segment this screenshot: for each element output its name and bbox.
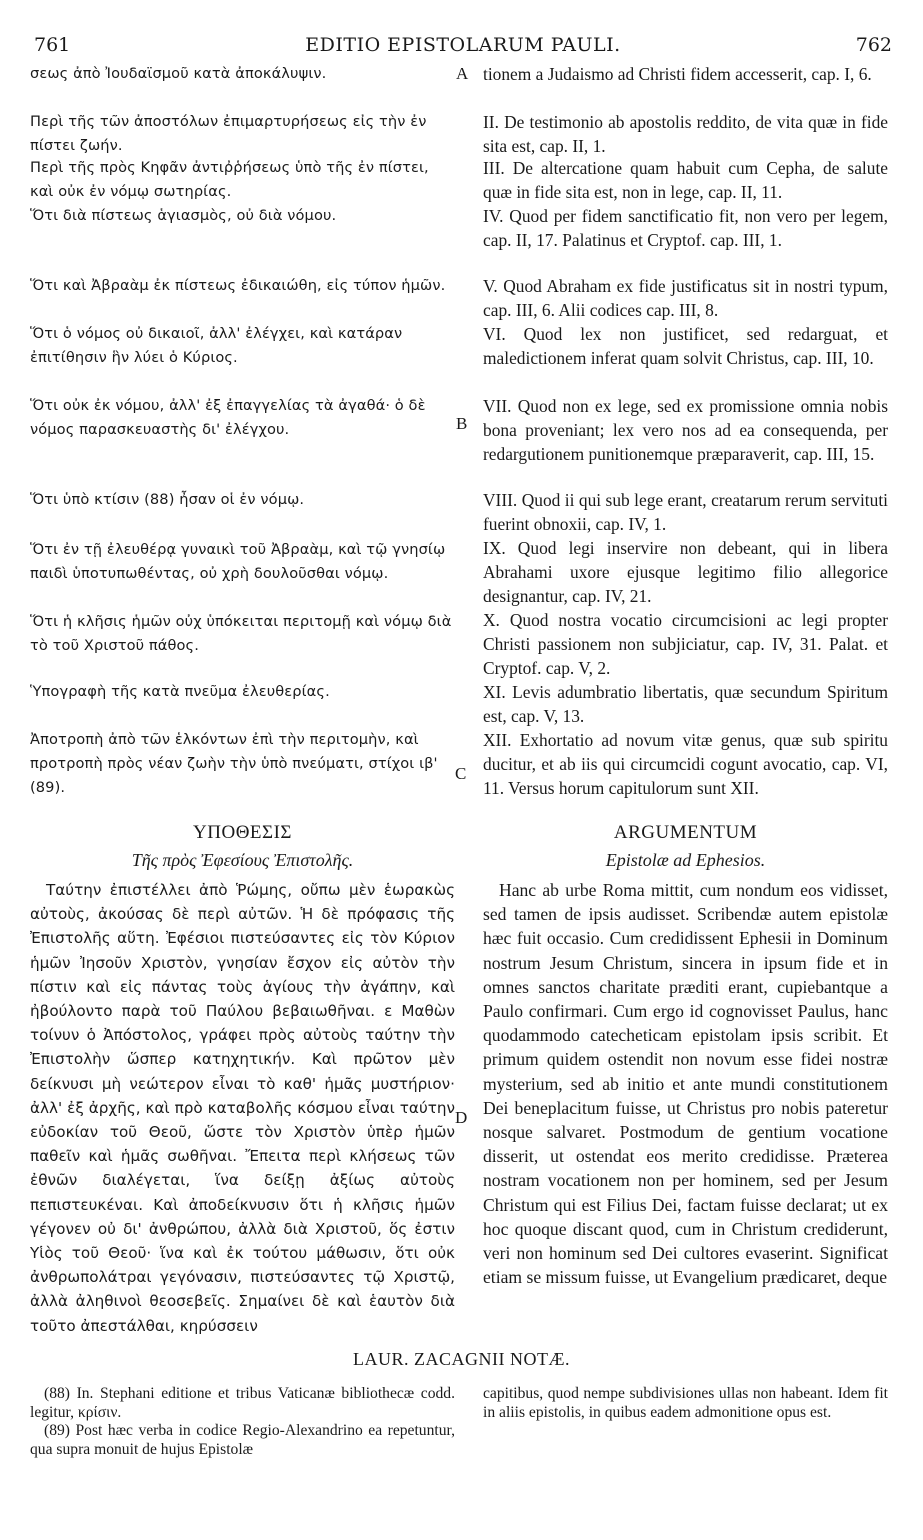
margin-marker-d: D — [455, 1108, 468, 1127]
greek-capitulum: σεως ἀπὸ Ἰουδαϊσμοῦ κατὰ ἀποκάλυψιν. — [30, 65, 327, 82]
greek-capitulum: Ὅτι ὁ νόμος οὐ δικαιοῖ, ἀλλ' ἐλέγχει, καὶ κατάραν ἐπιτίθησιν ἣν λύει ὁ Κύριος. — [30, 325, 403, 367]
greek-capitulum: Περὶ τῆς τῶν ἀποστόλων ἐπιμαρτυρήσεως εἰς τὴν ἐν πίστει ζωήν. — [30, 113, 427, 155]
latin-capitulum: X. Quod nostra vocatio circumcisioni ac legi propter Christi passionem non subjiciatur, cap. IV, 31. Palat. et Cryptof. cap. V, 2. — [483, 610, 888, 679]
greek-capitulum: Περὶ τῆς πρὸς Κηφᾶν ἀντιῤῥήσεως ὑπὸ τῆς ἐν πίστει, καὶ οὐκ ἐν νόμῳ σωτηρίας. — [30, 159, 429, 201]
note-89: (89) Post hæc verba in codice Regio-Alexandrino ea repetuntur, qua supra monuit de hujus Epistolæ — [30, 1422, 455, 1458]
page-number-left: 761 — [34, 34, 71, 56]
running-title: EDITIO EPISTOLARUM PAULI. — [305, 34, 621, 56]
latin-capitulum: XI. Levis adumbratio libertatis, quæ secundum Spiritum est, cap. V, 13. — [483, 682, 888, 727]
margin-marker-c: C — [455, 764, 467, 783]
greek-capitulum: Ὅτι ἡ κλῆσις ἡμῶν οὐχ ὑπόκειται περιτομῇ καὶ νόμῳ διὰ τὸ τοῦ Χριστοῦ πάθος. — [30, 613, 452, 655]
latin-capitulum: VIII. Quod ii qui sub lege erant, creatarum rerum servituti fuerint obnoxii, cap. IV, 1. — [483, 490, 888, 535]
notes-heading: LAUR. ZACAGNII NOTÆ. — [353, 1349, 570, 1369]
latin-capitulum: VI. Quod lex non justificet, sed redarguat, et maledictionem inferat quam solvit Christus, cap. III, 10. — [483, 324, 888, 369]
greek-capitulum: Ἀποτροπὴ ἀπὸ τῶν ἑλκόντων ἐπὶ τὴν περιτομὴν, καὶ προτροπὴ πρὸς νέαν ζωὴν τὴν ὑπὸ πνεύματι, στίχοι ιβ' (89). — [30, 731, 438, 797]
latin-capitulum: tionem a Judaismo ad Christi fidem accesserit, cap. I, 6. — [483, 64, 872, 84]
greek-capitulum: Ὅτι οὐκ ἐκ νόμου, ἀλλ' ἐξ ἐπαγγελίας τὰ ἀγαθά· ὁ δὲ νόμος παρασκευαστὴς δι' ἐλέγχου. — [30, 397, 426, 439]
margin-marker-a: A — [456, 64, 469, 83]
greek-capitulum: Ὑπογραφὴ τῆς κατὰ πνεῦμα ἐλευθερίας. — [30, 683, 330, 700]
latin-capitulum: XII. Exhortatio ad novum vitæ genus, quæ sub spiritu ducitur, et ab iis qui circumcidi cogunt avocatio, cap. VI, 11. Versus horum capitulorum sunt XII. — [483, 730, 888, 799]
greek-capitulum: Ὅτι ὑπὸ κτίσιν (88) ἦσαν οἱ ἐν νόμῳ. — [30, 491, 305, 508]
greek-argument-heading: ΥΠΟΘΕΣΙΣ — [193, 822, 292, 843]
latin-capitulum: IV. Quod per fidem sanctificatio fit, non vero per legem, cap. II, 17. Palatinus et Cryptof. cap. III, 1. — [483, 206, 888, 251]
latin-capitulum: III. De altercatione quam habuit cum Cepha, de salute quæ in fide sita est, non in lege, cap. II, 11. — [483, 158, 888, 203]
greek-argument-subheading: Τῆς πρὸς Ἐφεσίους Ἐπιστολῆς. — [131, 850, 354, 870]
margin-marker-b: B — [456, 414, 468, 433]
latin-argument-text: Hanc ab urbe Roma mittit, cum nondum eos vidisset, sed tamen de ipsis audisset. Scribendæ autem epistolæ hæc fuit occasio. Cum credidissent Ephesii in Dominum nostrum Jesum Christum, sincera in ipsum fide et in omnes sanctos charitate præditi erant, cupiebantque a Paulo confirmari. Cum ergo id cognovisset Paulus, hanc quodammodo catecheticam epistolam ipsis scribit. Et primum quidem ostendit non novum esse fidei nostræ mysterium, sed ab initio et ante mundi constitutionem Dei beneplacitum fuisse, ut Christus pro nobis pateretur nosque salvaret. Postmodum de gentium vocatione disserit, ut ostendat eos merito credidisse. Præterea nostram vocationem non per hominem, sed per Jesum Christum qui est Filius Dei, factam fuisse declarat; ut ex hoc quoque discant quod, cum in Christum crediderunt, veri non hominum sed Dei cultores evaserint. Significat etiam se missum fuisse, ut Evangelium prædicaret, deque — [483, 880, 888, 1288]
greek-capitulum: Ὅτι διὰ πίστεως ἁγιασμὸς, οὐ διὰ νόμου. — [30, 207, 337, 224]
note-89-continued: capitibus, quod nempe subdivisiones ullas non habeant. Idem fit in aliis epistolis, in quibus eadem admonitione opus est. — [483, 1385, 888, 1421]
greek-capitulum: Ὅτι ἐν τῇ ἐλευθέρᾳ γυναικὶ τοῦ Ἀβραὰμ, καὶ τῷ γνησίῳ παιδὶ ὑποτυπωθέντας, οὐ χρὴ δουλοῦσθαι νόμῳ. — [30, 541, 446, 583]
page-number-right: 762 — [855, 34, 892, 56]
latin-argument-subheading: Epistolæ ad Ephesios. — [605, 850, 766, 870]
latin-capitulum: V. Quod Abraham ex fide justificatus sit in nostri typum, cap. III, 6. Alii codices cap. III, 8. — [483, 276, 888, 321]
page-header — [34, 34, 892, 58]
latin-capitulum: II. De testimonio ab apostolis reddito, de vita quæ in fide sita est, cap. II, 1. — [483, 112, 888, 157]
latin-capitulum: IX. Quod legi inservire non debeant, qui in libera Abrahami uxore ejusque legitimo filio allegorice designantur, cap. IV, 21. — [483, 538, 888, 607]
greek-capitulum: Ὅτι καὶ Ἀβραὰμ ἐκ πίστεως ἐδικαιώθη, εἰς τύπον ἡμῶν. — [30, 277, 446, 294]
greek-argument-text: Ταύτην ἐπιστέλλει ἀπὸ Ῥώμης, οὔπω μὲν ἑωρακὼς αὐτοὺς, ἀκούσας δὲ περὶ αὐτῶν. Ἡ δὲ πρόφασις τῆς Ἐπιστολῆς αὕτη. Ἐφέσιοι πιστεύσαντες εἰς τὸν Κύριον ἡμῶν Ἰησοῦν Χριστὸν, γνησίαν ἔσχον εἰς αὐτὸν τὴν πίστιν καὶ εἰς πάντας τοὺς ἁγίους τὴν ἀγάπην, καὶ ἠβούλοντο παρὰ τοῦ Παύλου βεβαιωθῆναι. ε Μαθὼν τοίνυν ὁ Ἀπόστολος, γράφει πρὸς αὐτοὺς ταύτην τὴν Ἐπιστολὴν ὥσπερ κατηχητικήν. Καὶ πρῶτον μὲν δείκνυσι μὴ νεώτερον εἶναι τὸ καθ' ἡμᾶς μυστήριον· ἀλλ' ἐξ ἀρχῆς, καὶ πρὸ καταβολῆς κόσμου εἶναι ταύτην εὐδοκίαν τοῦ Θεοῦ, ὥστε τὸν Χριστὸν ὑπὲρ ἡμῶν παθεῖν καὶ ἡμᾶς σωθῆναι. Ἔπειτα περὶ κλήσεως τῶν ἐθνῶν διαλέγεται, ἵνα δείξῃ ἀξίως αὐτοὺς πεπιστευκέναι. Καὶ ἀποδείκνυσιν ὅτι ἡ κλῆσις ἡμῶν γέγονεν οὐ δι' ἀνθρώπου, ἀλλὰ διὰ Χριστοῦ, ὅς ἐστιν Υἱὸς τοῦ Θεοῦ· ἵνα καὶ ἐκ τούτου μάθωσιν, ὅτι οὐκ ἀνθρωπολάτραι γεγόνασιν, πιστεύσαντες τῷ Χριστῷ, ἀλλὰ ἀληθινοὶ θεοσεβεῖς. Σημαίνει δὲ καὶ ἑαυτὸν διὰ τοῦτο ἀπεστάλθαι, κηρύσσειν — [30, 881, 455, 1335]
note-88: (88) In. Stephani editione et tribus Vaticanæ bibliothecæ codd. legitur, κρίσιν. — [30, 1385, 455, 1421]
latin-argument-heading: ARGUMENTUM — [613, 822, 758, 843]
latin-capitulum: VII. Quod non ex lege, sed ex promissione omnia nobis bona proveniant; lex vero nos ad ea consequenda, per redargutionem punitionemque præparaverit, cap. III, 15. — [483, 396, 888, 465]
